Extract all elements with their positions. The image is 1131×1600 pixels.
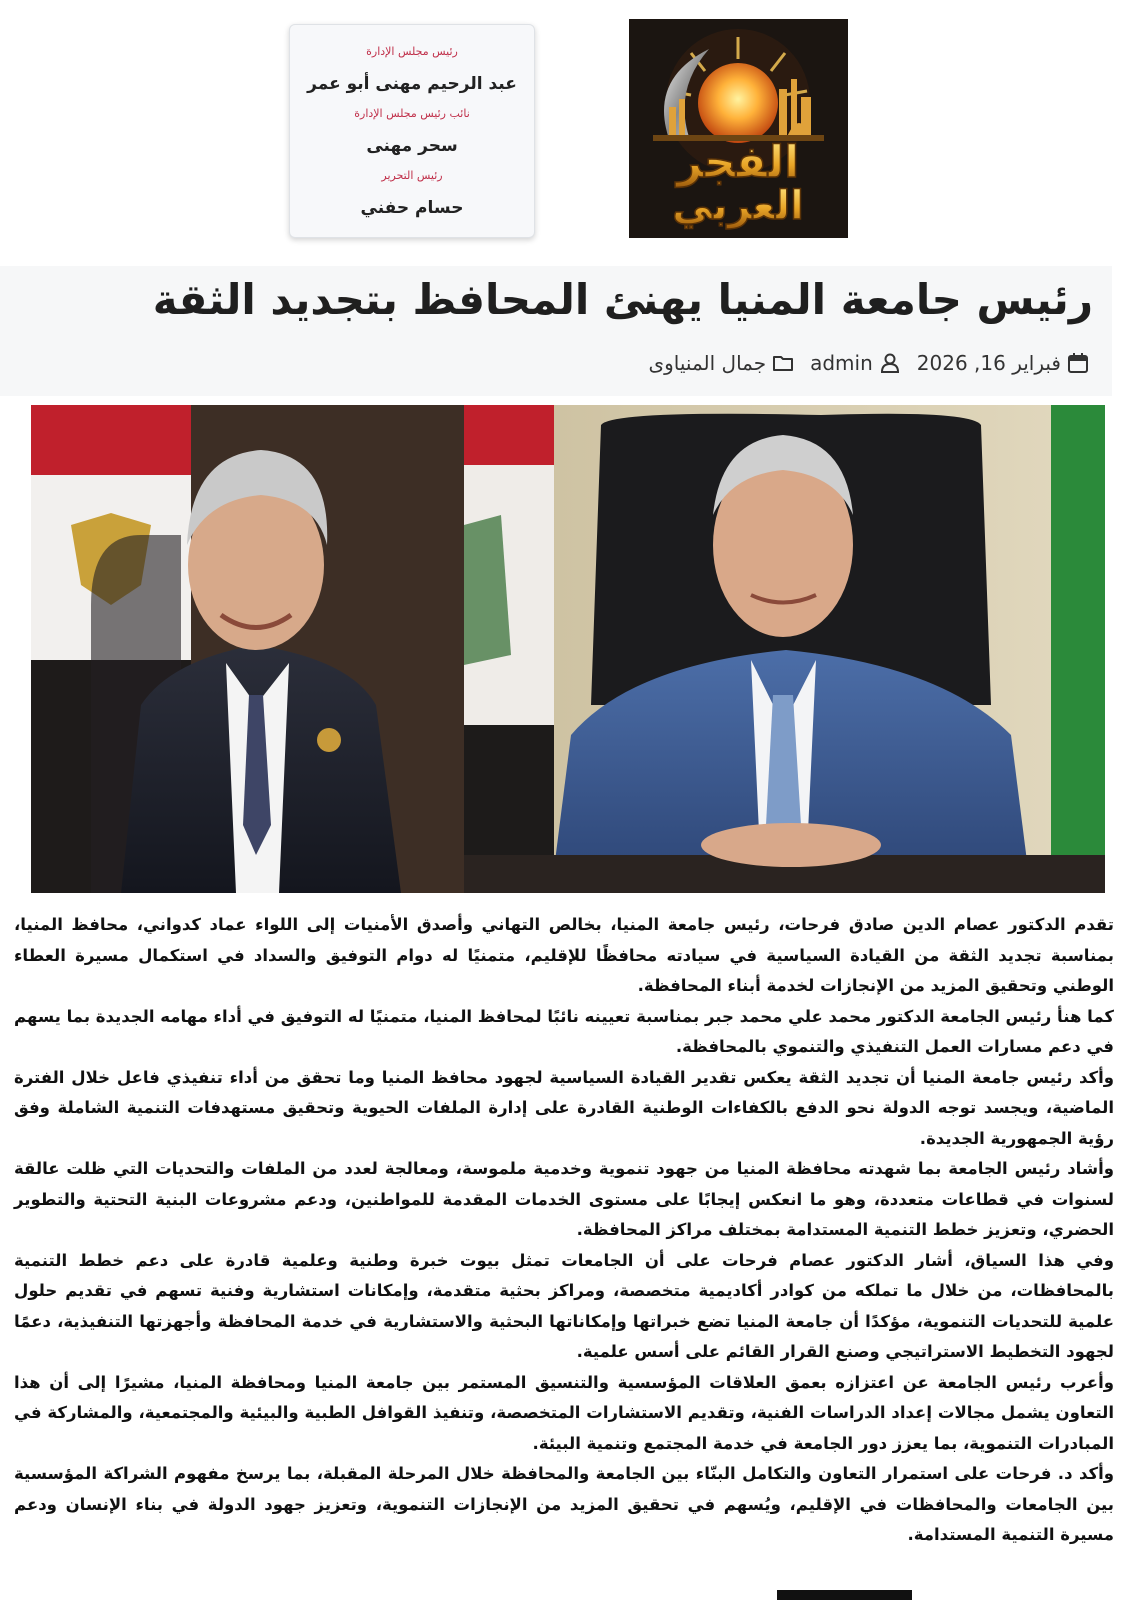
chairman-name: عبد الرحيم مهنى أبو عمر [307, 74, 517, 94]
logo-text-line1: الفجر [676, 137, 800, 188]
article-photo [31, 405, 1105, 893]
article-date[interactable]: فبراير 16, 2026 [916, 351, 1061, 375]
article-author[interactable]: admin [810, 351, 873, 375]
editor-in-chief-name: حسام حفني [360, 198, 464, 218]
editor-in-chief-role: رئيس التحرير [381, 169, 443, 182]
vice-chairman-name: سحر مهنى [366, 136, 458, 156]
article-paragraph-6: وأعرب رئيس الجامعة عن اعتزازه بعمق العلاقات المؤسسية والتنسيق المستمر بين جامعة المنيا ومحافظة المنيا، مشيرًا إلى أن هذا التعاون يشمل مجالات إعداد الدراسات الفنية، وتقديم الاستشارات المتخصصة، وتنفيذ القوافل الطبية والبيئية والمجتمعية، والمشاركة في المبادرات التنموية، بما يعزز دور الجامعة في خدمة المجتمع وتنمية البيئة. [14, 1372, 1114, 1453]
article-paragraph-5: وفي هذا السياق، أشار الدكتور عصام فرحات على أن الجامعات تمثل بيوت خبرة وطنية وعلمية قادرة على دعم خطط التنمية بالمحافظات، من خلال ما تملكه من كوادر أكاديمية متخصصة، ومراكز بحثية متقدمة، وإمكانات استشارية وفنية تسهم في تقديم حلول علمية للتحديات التنموية، مؤكدًا أن جامعة المنيا تضع خبراتها وإمكاناتها البحثية والاستشارية في خدمة المحافظة وأجهزتها التنفيذية، دعمًا لجهود التخطيط الاستراتيجي وصنع القرار القائم على أسس علمية. [14, 1250, 1114, 1361]
article-paragraph-7: وأكد د. فرحات على استمرار التعاون والتكامل البنّاء بين الجامعة والمحافظة خلال المرحلة المقبلة، بما يرسخ مفهوم الشراكة المؤسسية بين الجامعات والمحافظات في الإقليم، ويُسهم في تحقيق المزيد من الإنجازات التنموية، وتعزيز جهود الدولة في بناء الإنسان ودعم مسيرة التنمية المستدامة. [14, 1464, 1114, 1544]
article-body [14, 910, 1114, 1551]
logo-emblem-icon [629, 19, 848, 238]
article-paragraph-3: وأكد رئيس جامعة المنيا أن تجديد الثقة يعكس تقدير القيادة السياسية لجهود محافظ المنيا وما تحقق من أداء تنفيذي فاعل خلال الفترة الماضية، ويجسد توجه الدولة نحو الدفع بالكفاءات الوطنية القادرة على إدارة الملفات الحيوية وتحقيق مستهدفات التنمية الشاملة وفق رؤية الجمهورية الجديدة. [14, 1067, 1114, 1148]
folder-icon [772, 352, 794, 374]
calendar-icon [1067, 352, 1089, 374]
article-paragraph-1: تقدم الدكتور عصام الدين صادق فرحات، رئيس جامعة المنيا، بخالص التهاني وأصدق الأمنيات إلى اللواء عماد كدواني، محافظ المنيا، بمناسبة تجديد الثقة من القيادة السياسية في سيادته محافظًا للإقليم، متمنيًا له دوام التوفيق والسداد في استكمال مسيرة العطاء الوطني وتحقيق المزيد من الإنجازات لخدمة أبناء المحافظة. [14, 915, 1114, 995]
vice-chairman-role: نائب رئيس مجلس الإدارة [354, 107, 470, 120]
user-icon [879, 352, 901, 374]
article-paragraph-2: كما هنأ رئيس الجامعة الدكتور محمد علي محمد جبر بمناسبة تعيينه نائبًا لمحافظ المنيا، متمنيًا له التوفيق في أداء مهامه الجديدة بما يسهم في دعم مسارات العمل التنفيذي والتنموي بالمحافظة. [14, 1006, 1114, 1056]
article-paragraph-4: وأشاد رئيس الجامعة بما شهدته محافظة المنيا من جهود تنموية وخدمية ملموسة، ومعالجة لعدد من الملفات والتحديات التي ظلت عالقة لسنوات في قطاعات متعددة، وهو ما انعكس إيجابًا على مستوى الخدمات المقدمة للمواطنين، ودعم مشروعات البنية التحتية والتطوير الحضري، وتعزيز خطط التنمية المستدامة بمختلف مراكز المحافظة. [14, 1159, 1114, 1239]
editorial-board-card [289, 24, 535, 238]
article-title[interactable]: رئيس جامعة المنيا يهنئ المحافظ بتجديد الثقة [152, 275, 1093, 324]
bottom-bar [777, 1590, 912, 1600]
officials-photo-image [31, 405, 1105, 893]
chairman-role: رئيس مجلس الإدارة [366, 45, 458, 58]
logo-text-line2: العربي [672, 183, 804, 229]
article-meta [648, 349, 1089, 377]
article-category[interactable]: جمال المنياوى [648, 351, 767, 375]
site-logo[interactable] [629, 19, 848, 238]
